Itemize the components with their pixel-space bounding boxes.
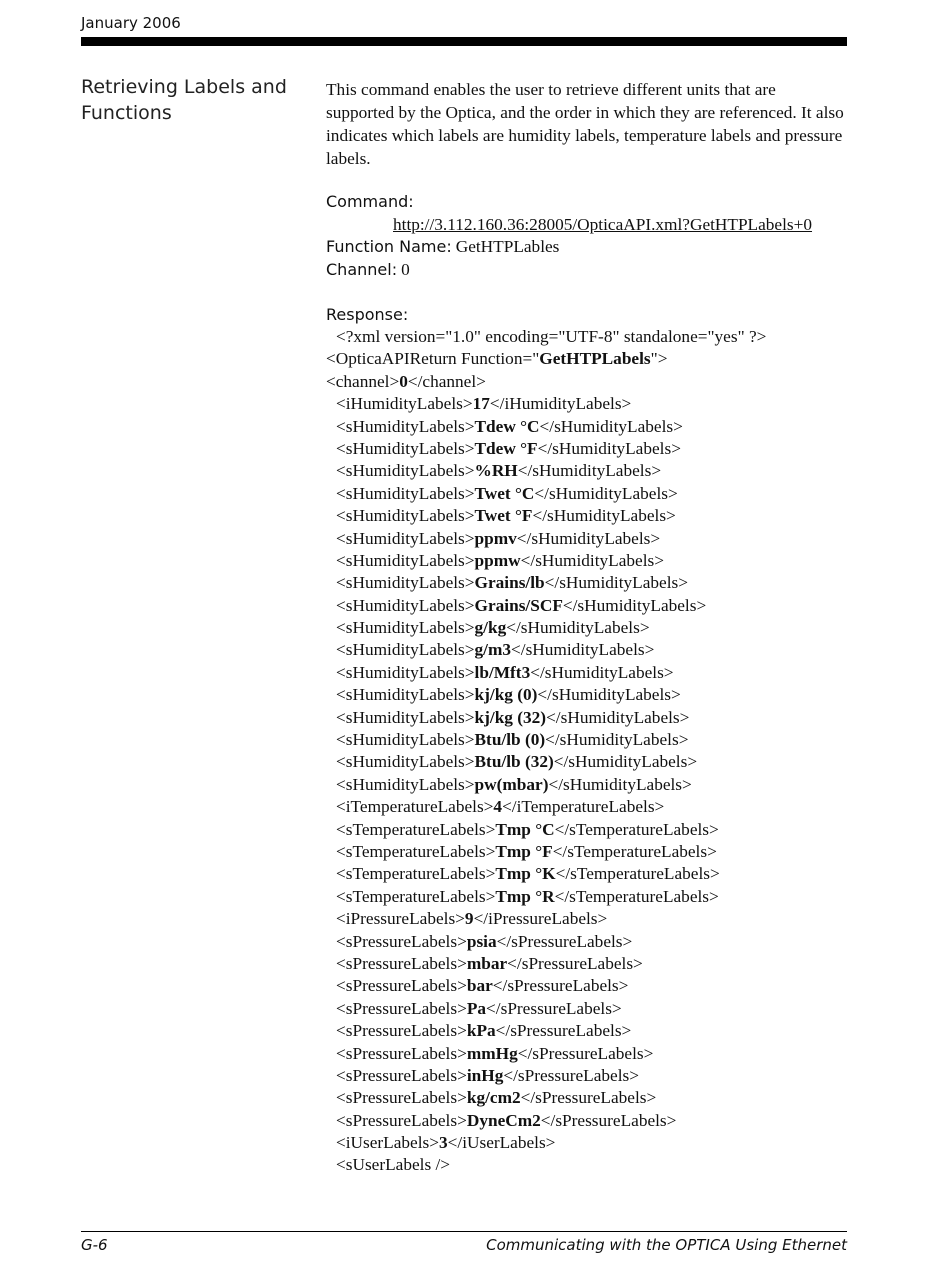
xml-open-tag: <sHumidityLabels> bbox=[336, 707, 475, 727]
xml-close-tag: </sHumidityLabels> bbox=[537, 685, 681, 705]
xml-root-pre: <OpticaAPIReturn Function=" bbox=[326, 349, 540, 369]
xml-open-tag: <sHumidityLabels> bbox=[336, 506, 475, 526]
xml-value: inHg bbox=[466, 1065, 504, 1085]
xml-close-tag: </sPressureLabels> bbox=[495, 1021, 632, 1041]
xml-open-tag: <iHumidityLabels> bbox=[336, 394, 473, 414]
xml-close-tag: </sHumidityLabels> bbox=[517, 461, 662, 481]
xml-value: Tmp °F bbox=[495, 841, 553, 861]
xml-open-tag: <sPressureLabels> bbox=[336, 976, 467, 996]
xml-line bbox=[326, 1065, 847, 1087]
xml-value: DyneCm2 bbox=[466, 1110, 541, 1130]
xml-line bbox=[326, 774, 847, 796]
xml-value: pw(mbar) bbox=[474, 774, 549, 794]
xml-value: 17 bbox=[472, 394, 490, 414]
xml-close-tag: </sHumidityLabels> bbox=[534, 483, 678, 503]
xml-line bbox=[326, 1110, 847, 1132]
xml-open-tag: <sPressureLabels> bbox=[336, 1110, 467, 1130]
xml-close-tag: </sHumidityLabels> bbox=[545, 730, 689, 750]
xml-line bbox=[326, 729, 847, 751]
response-block bbox=[326, 304, 847, 1177]
xml-line bbox=[326, 931, 847, 953]
channel-label: Channel: bbox=[326, 260, 398, 279]
xml-open-tag: <sTemperatureLabels> bbox=[336, 819, 496, 839]
xml-open-tag: <sHumidityLabels> bbox=[336, 595, 475, 615]
xml-open-tag: <sHumidityLabels> bbox=[336, 685, 475, 705]
xml-close-tag: </iPressureLabels> bbox=[473, 909, 608, 929]
xml-open-tag: <sHumidityLabels> bbox=[336, 438, 475, 458]
xml-open-tag: <sPressureLabels> bbox=[336, 953, 467, 973]
xml-close-tag: </iUserLabels> bbox=[447, 1133, 556, 1153]
xml-close-tag: </sHumidityLabels> bbox=[537, 438, 681, 458]
xml-open-tag: <sHumidityLabels> bbox=[336, 573, 475, 593]
xml-line bbox=[326, 886, 847, 908]
xml-open-tag: <sPressureLabels> bbox=[336, 1021, 467, 1041]
xml-open-tag: <sPressureLabels> bbox=[336, 1088, 467, 1108]
xml-line bbox=[326, 841, 847, 863]
xml-value: kj/kg (32) bbox=[474, 707, 547, 727]
xml-line bbox=[326, 595, 847, 617]
xml-line bbox=[326, 975, 847, 997]
xml-root-function: GetHTPLabels bbox=[539, 349, 651, 369]
xml-line bbox=[326, 617, 847, 639]
xml-line bbox=[326, 416, 847, 438]
xml-value: kPa bbox=[466, 1021, 496, 1041]
xml-open-tag: <sHumidityLabels> bbox=[336, 774, 475, 794]
xml-close-tag: </sPressureLabels> bbox=[492, 976, 629, 996]
xml-open-tag: <sHumidityLabels> bbox=[336, 640, 475, 660]
xml-close-tag: </sHumidityLabels> bbox=[546, 707, 690, 727]
xml-value: ppmw bbox=[474, 550, 521, 570]
xml-close-tag: </sPressureLabels> bbox=[517, 1043, 654, 1063]
xml-line bbox=[326, 1020, 847, 1042]
xml-close-tag: </sPressureLabels> bbox=[520, 1088, 657, 1108]
xml-value: lb/Mft3 bbox=[474, 662, 531, 682]
xml-close-tag: </sHumidityLabels> bbox=[553, 752, 698, 772]
xml-channel bbox=[326, 371, 847, 393]
xml-line bbox=[326, 863, 847, 885]
channel-line bbox=[326, 259, 847, 282]
xml-line bbox=[326, 550, 847, 572]
xml-open-tag: <sHumidityLabels> bbox=[336, 730, 475, 750]
footer-page-number: G-6 bbox=[81, 1236, 108, 1254]
xml-open-tag: <sPressureLabels> bbox=[336, 931, 467, 951]
header-rule bbox=[81, 37, 847, 46]
xml-channel-post: </channel> bbox=[407, 371, 486, 391]
xml-open-tag: <sPressureLabels> bbox=[336, 998, 467, 1018]
xml-close-tag: </sHumidityLabels> bbox=[520, 550, 664, 570]
command-block bbox=[326, 191, 847, 282]
xml-open-tag: <sHumidityLabels> bbox=[336, 550, 475, 570]
xml-value: 9 bbox=[464, 909, 474, 929]
xml-value: mmHg bbox=[466, 1043, 518, 1063]
xml-open-tag: <sHumidityLabels> bbox=[336, 416, 475, 436]
xml-close-tag: </sPressureLabels> bbox=[496, 931, 633, 951]
xml-close-tag: </sHumidityLabels> bbox=[562, 595, 707, 615]
xml-close-tag: </sPressureLabels> bbox=[503, 1065, 639, 1085]
xml-line bbox=[326, 819, 847, 841]
xml-close-tag: </sPressureLabels> bbox=[540, 1110, 677, 1130]
xml-line bbox=[326, 908, 847, 930]
xml-value: Tdew °F bbox=[474, 438, 538, 458]
xml-line bbox=[326, 393, 847, 415]
xml-line bbox=[326, 483, 847, 505]
xml-open-tag: <sHumidityLabels> bbox=[336, 528, 475, 548]
xml-close-tag: </sPressureLabels> bbox=[486, 998, 622, 1018]
footer-title: Communicating with the OPTICA Using Ethernet bbox=[486, 1236, 847, 1254]
xml-value: psia bbox=[466, 931, 497, 951]
xml-response bbox=[326, 326, 847, 1177]
xml-open-tag: <iTemperatureLabels> bbox=[336, 797, 494, 817]
xml-value: g/m3 bbox=[474, 640, 512, 660]
xml-open-tag: <sPressureLabels> bbox=[336, 1065, 467, 1085]
channel-value: 0 bbox=[401, 260, 410, 279]
xml-line bbox=[326, 662, 847, 684]
xml-value: Btu/lb (0) bbox=[474, 730, 546, 750]
xml-line bbox=[326, 751, 847, 773]
xml-open-tag: <sPressureLabels> bbox=[336, 1043, 467, 1063]
main-content bbox=[326, 78, 847, 1177]
xml-value: Tdew °C bbox=[474, 416, 540, 436]
xml-open-tag: <sTemperatureLabels> bbox=[336, 841, 496, 861]
xml-open-tag: <sHumidityLabels> bbox=[336, 752, 475, 772]
xml-close-tag: </sHumidityLabels> bbox=[532, 506, 676, 526]
xml-close-tag: </sTemperatureLabels> bbox=[554, 886, 719, 906]
xml-line bbox=[326, 1043, 847, 1065]
xml-value: Btu/lb (32) bbox=[474, 752, 554, 772]
xml-label-lines bbox=[326, 393, 847, 1177]
footer-rule bbox=[81, 1231, 847, 1232]
xml-open-tag: <sTemperatureLabels> bbox=[336, 886, 496, 906]
xml-open-tag: <sHumidityLabels> bbox=[336, 461, 475, 481]
xml-value: 3 bbox=[439, 1133, 448, 1153]
xml-value: Twet °F bbox=[474, 506, 533, 526]
xml-value: Pa bbox=[466, 998, 487, 1018]
xml-value: Tmp °R bbox=[495, 886, 555, 906]
xml-line bbox=[326, 1132, 847, 1154]
response-label: Response: bbox=[326, 305, 409, 324]
xml-close-tag: </iTemperatureLabels> bbox=[502, 797, 665, 817]
xml-value: kg/cm2 bbox=[466, 1088, 521, 1108]
header-date: January 2006 bbox=[81, 14, 181, 32]
xml-value: mbar bbox=[466, 953, 508, 973]
xml-line bbox=[326, 639, 847, 661]
xml-value: 4 bbox=[493, 797, 503, 817]
xml-close-tag: </sHumidityLabels> bbox=[530, 662, 674, 682]
intro-paragraph: This command enables the user to retrieve different units that are supported by the Optica, and the order in which they are referenced. It also indicates which labels are humidity labels, temperature labels and pressure labels. bbox=[326, 80, 844, 168]
xml-line bbox=[326, 1154, 847, 1176]
xml-value: Grains/lb bbox=[474, 573, 545, 593]
xml-line bbox=[326, 998, 847, 1020]
xml-open-tag: <iUserLabels> bbox=[336, 1133, 439, 1153]
xml-line bbox=[326, 528, 847, 550]
xml-line bbox=[326, 953, 847, 975]
xml-close-tag: </sTemperatureLabels> bbox=[554, 819, 719, 839]
xml-channel-value: 0 bbox=[399, 371, 408, 391]
xml-value: Tmp °K bbox=[495, 864, 556, 884]
xml-declaration: <?xml version="1.0" encoding="UTF-8" standalone="yes" ?> bbox=[336, 327, 767, 346]
xml-line bbox=[326, 438, 847, 460]
command-url-link[interactable]: http://3.112.160.36:28005/OpticaAPI.xml?GetHTPLabels+0 bbox=[393, 215, 813, 234]
xml-line bbox=[326, 684, 847, 706]
xml-line bbox=[326, 796, 847, 818]
xml-value: bar bbox=[466, 976, 493, 996]
xml-value: Grains/SCF bbox=[474, 595, 563, 615]
xml-close-tag: </sHumidityLabels> bbox=[548, 774, 692, 794]
function-name-label: Function Name: bbox=[326, 237, 452, 256]
xml-root-open bbox=[326, 348, 847, 370]
xml-close-tag: </sHumidityLabels> bbox=[539, 416, 683, 436]
xml-line bbox=[326, 505, 847, 527]
xml-close-tag: </sPressureLabels> bbox=[507, 953, 643, 973]
command-label: Command: bbox=[326, 192, 414, 211]
xml-close-tag: </sHumidityLabels> bbox=[511, 640, 655, 660]
xml-close-tag: </sTemperatureLabels> bbox=[555, 864, 720, 884]
function-name-value: GetHTPLables bbox=[455, 237, 560, 256]
xml-channel-pre: <channel> bbox=[326, 371, 400, 391]
xml-value: Twet °C bbox=[474, 483, 535, 503]
xml-open-tag: <iPressureLabels> bbox=[336, 909, 465, 929]
xml-value: %RH bbox=[474, 461, 518, 481]
xml-line bbox=[326, 707, 847, 729]
xml-value: ppmv bbox=[474, 528, 517, 548]
section-heading: Retrieving Labels and Functions bbox=[81, 76, 287, 124]
function-name-line bbox=[326, 236, 847, 259]
xml-close-tag: </sHumidityLabels> bbox=[516, 528, 661, 548]
xml-value: g/kg bbox=[474, 618, 507, 638]
xml-value: kj/kg (0) bbox=[474, 685, 538, 705]
xml-close-tag: </sHumidityLabels> bbox=[544, 573, 688, 593]
xml-value: Tmp °C bbox=[495, 819, 555, 839]
xml-close-tag: </iHumidityLabels> bbox=[489, 394, 632, 414]
xml-close-tag: </sTemperatureLabels> bbox=[552, 841, 717, 861]
xml-open-tag: <sTemperatureLabels> bbox=[336, 864, 496, 884]
xml-open-tag: <sUserLabels /> bbox=[336, 1155, 451, 1175]
xml-open-tag: <sHumidityLabels> bbox=[336, 662, 475, 682]
xml-open-tag: <sHumidityLabels> bbox=[336, 618, 475, 638]
xml-line bbox=[326, 1087, 847, 1109]
xml-line bbox=[326, 460, 847, 482]
xml-close-tag: </sHumidityLabels> bbox=[506, 618, 650, 638]
xml-open-tag: <sHumidityLabels> bbox=[336, 483, 475, 503]
xml-root-post: "> bbox=[650, 349, 668, 369]
xml-line bbox=[326, 572, 847, 594]
